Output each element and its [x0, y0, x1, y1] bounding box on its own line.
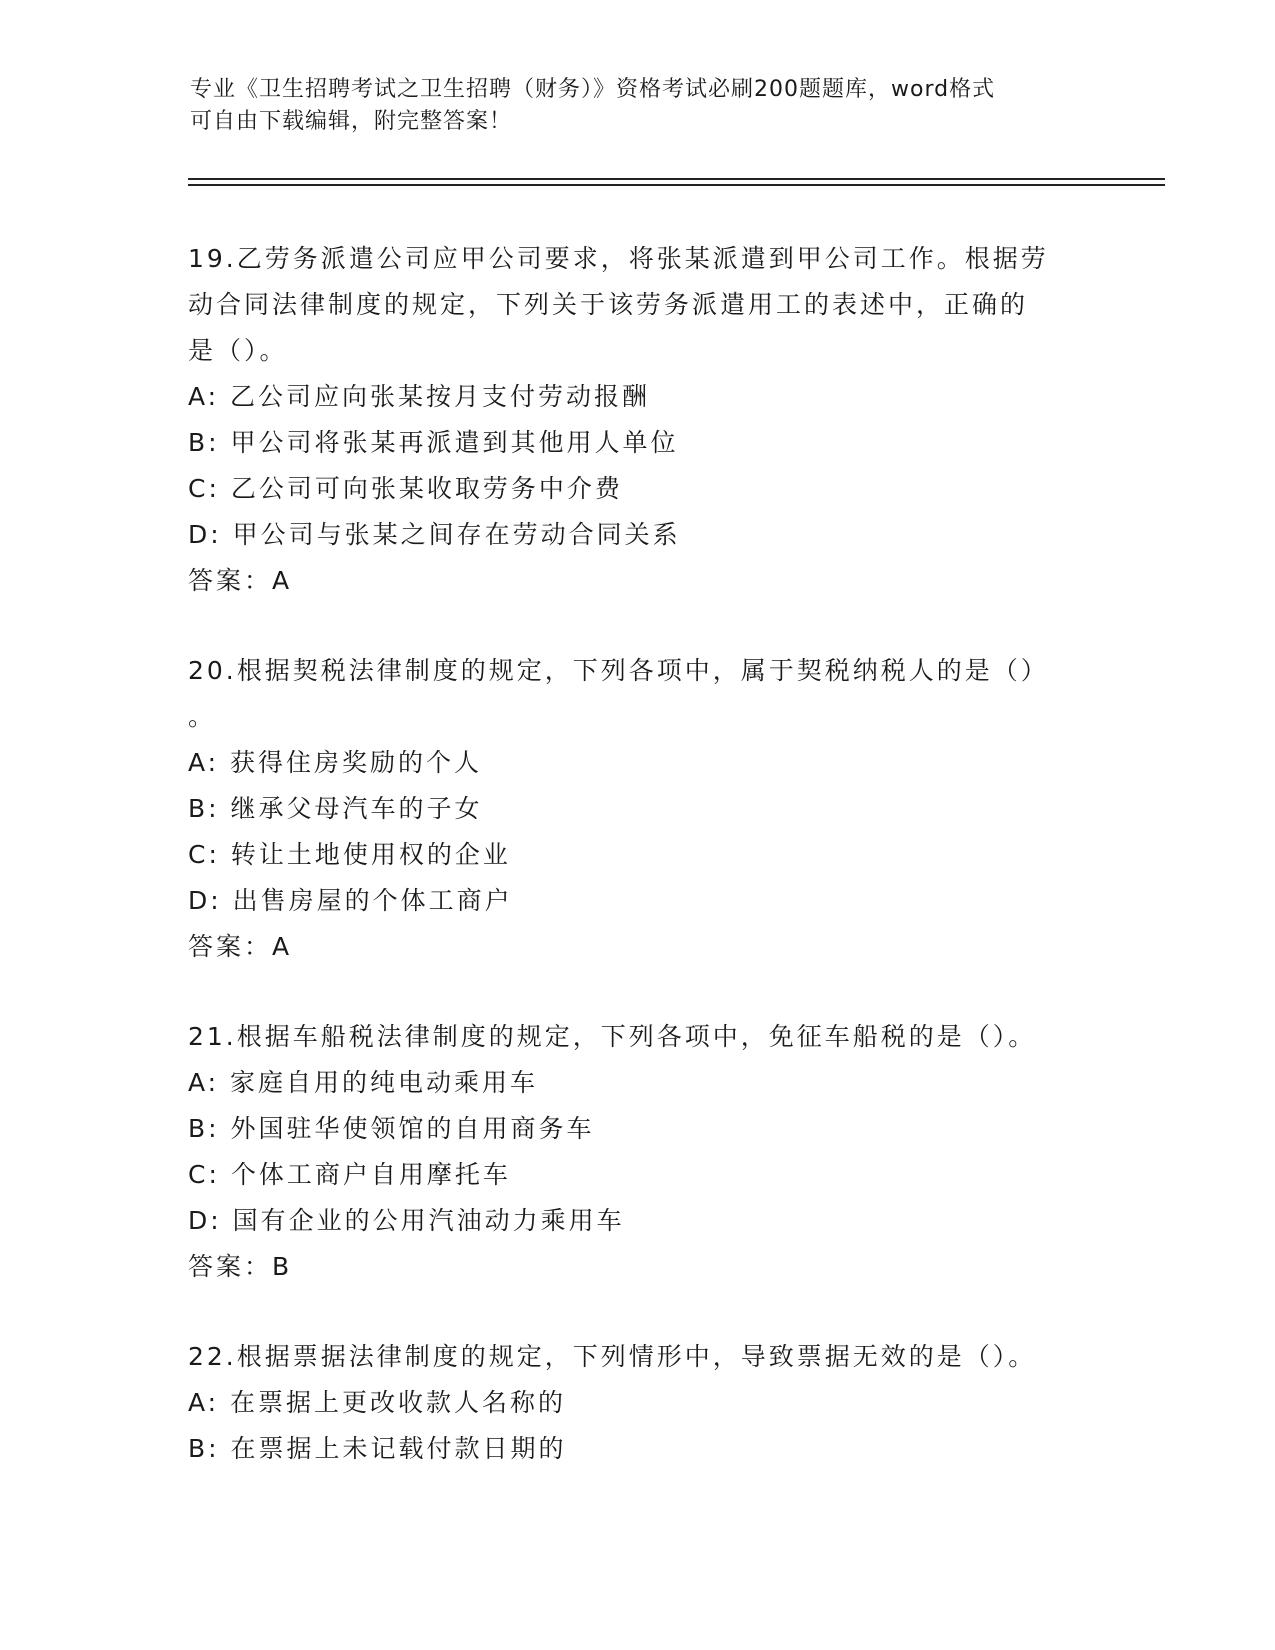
- option-c: C: 转让土地使用权的企业: [188, 840, 511, 869]
- question-stem-line: 是（）。: [188, 336, 288, 365]
- option-a: A: 乙公司应向张某按月支付劳动报酬: [188, 382, 651, 411]
- option-b: B: 在票据上未记载付款日期的: [188, 1434, 567, 1463]
- header-divider-top: [188, 178, 1165, 180]
- header-divider-bottom: [188, 184, 1165, 186]
- option-b: B: 继承父母汽车的子女: [188, 794, 483, 823]
- option-d: D: 出售房屋的个体工商户: [188, 886, 513, 915]
- document-header: [190, 74, 1090, 138]
- answer-label: 答案：B: [188, 1252, 293, 1281]
- option-a: A: 获得住房奖励的个人: [188, 748, 483, 777]
- question-stem-line: 22.根据票据法律制度的规定，下列情形中，导致票据无效的是（）。: [188, 1342, 1037, 1371]
- header-title-line-1: 专业《卫生招聘考试之卫生招聘（财务）》资格考试必刷200题题库，word格式: [190, 77, 996, 102]
- option-b: B: 甲公司将张某再派遣到其他用人单位: [188, 428, 679, 457]
- question-20: [188, 648, 1088, 970]
- question-21: [188, 1014, 1088, 1290]
- option-d: D: 甲公司与张某之间存在劳动合同关系: [188, 520, 681, 549]
- option-a: A: 在票据上更改收款人名称的: [188, 1388, 567, 1417]
- option-d: D: 国有企业的公用汽油动力乘用车: [188, 1206, 625, 1235]
- option-c: C: 个体工商户自用摩托车: [188, 1160, 511, 1189]
- answer-label: 答案：A: [188, 566, 293, 595]
- question-22: [188, 1334, 1088, 1472]
- question-stem-line: 。: [188, 702, 217, 731]
- question-stem-line: 20.根据契税法律制度的规定，下列各项中，属于契税纳税人的是（）: [188, 656, 1049, 685]
- question-stem-line: 19.乙劳务派遣公司应甲公司要求，将张某派遣到甲公司工作。根据劳: [188, 244, 1049, 273]
- option-b: B: 外国驻华使领馆的自用商务车: [188, 1114, 595, 1143]
- option-a: A: 家庭自用的纯电动乘用车: [188, 1068, 539, 1097]
- question-stem-line: 21.根据车船税法律制度的规定，下列各项中，免征车船税的是（）。: [188, 1022, 1037, 1051]
- answer-label: 答案：A: [188, 932, 293, 961]
- question-19: [188, 236, 1088, 604]
- header-title-line-2: 可自由下载编辑，附完整答案！: [190, 109, 513, 134]
- option-c: C: 乙公司可向张某收取劳务中介费: [188, 474, 623, 503]
- question-stem-line: 动合同法律制度的规定，下列关于该劳务派遣用工的表述中，正确的: [188, 290, 1029, 319]
- question-list: [188, 236, 1088, 1516]
